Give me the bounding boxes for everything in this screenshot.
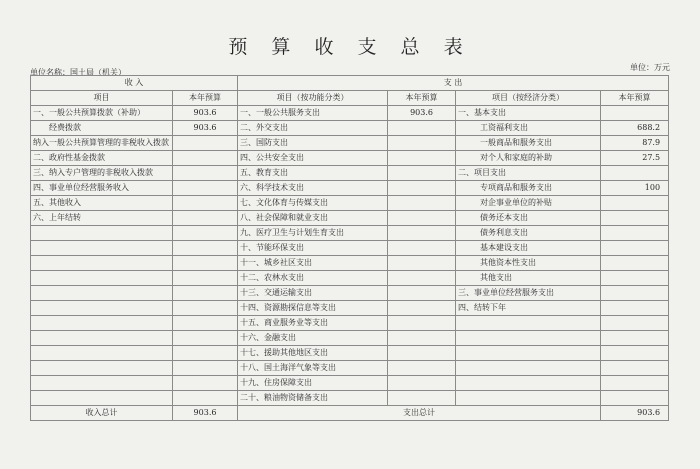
econ-item-cell: 四、结转下年	[456, 301, 601, 316]
econ-budget-cell	[601, 286, 669, 301]
income-budget-cell	[173, 226, 238, 241]
income-item-cell	[31, 286, 173, 301]
table-row	[31, 286, 669, 301]
econ-item-cell: 债务还本支出	[456, 211, 601, 226]
econ-item-cell	[456, 376, 601, 391]
table-row	[31, 226, 669, 241]
func-item-cell: 十七、援助其他地区支出	[238, 346, 388, 361]
income-budget-cell	[173, 166, 238, 181]
income-budget-cell	[173, 211, 238, 226]
col-header-item: 项目	[31, 91, 173, 106]
table-row	[31, 106, 669, 121]
table-row	[31, 301, 669, 316]
func-item-cell: 八、社会保障和就业支出	[238, 211, 388, 226]
unit-name: 单位名称：国土局（机关）	[30, 68, 126, 77]
income-budget-cell	[173, 151, 238, 166]
econ-item-cell: 三、事业单位经营服务支出	[456, 286, 601, 301]
econ-budget-cell	[601, 391, 669, 406]
econ-budget-cell	[601, 316, 669, 331]
income-item-cell	[31, 376, 173, 391]
func-budget-cell	[388, 136, 456, 151]
func-item-cell: 二十、粮油物资储备支出	[238, 391, 388, 406]
budget-table	[30, 75, 669, 421]
func-item-cell: 十八、国土海洋气象等支出	[238, 361, 388, 376]
func-budget-cell	[388, 196, 456, 211]
econ-budget-cell	[601, 271, 669, 286]
econ-budget-cell: 27.5	[601, 151, 669, 166]
income-total-value: 903.6	[173, 406, 238, 421]
econ-item-cell	[456, 316, 601, 331]
income-budget-cell	[173, 316, 238, 331]
econ-budget-cell	[601, 226, 669, 241]
econ-item-cell	[456, 391, 601, 406]
econ-budget-cell: 100	[601, 181, 669, 196]
econ-item-cell: 一、基本支出	[456, 106, 601, 121]
income-item-cell	[31, 241, 173, 256]
income-item-cell	[31, 256, 173, 271]
income-budget-cell	[173, 241, 238, 256]
table-row	[31, 316, 669, 331]
func-item-cell: 十六、金融支出	[238, 331, 388, 346]
income-budget-cell: 903.6	[173, 106, 238, 121]
income-item-cell	[31, 331, 173, 346]
totals-row	[31, 406, 669, 421]
econ-item-cell	[456, 361, 601, 376]
income-item-cell: 一、一般公共预算拨款（补助）	[31, 106, 173, 121]
func-budget-cell	[388, 241, 456, 256]
income-budget-cell	[173, 196, 238, 211]
table-row	[31, 331, 669, 346]
econ-item-cell: 对企事业单位的补贴	[456, 196, 601, 211]
income-budget-cell	[173, 391, 238, 406]
econ-item-cell	[456, 331, 601, 346]
income-budget-cell	[173, 301, 238, 316]
econ-item-cell: 二、项目支出	[456, 166, 601, 181]
income-item-cell	[31, 226, 173, 241]
func-budget-cell: 903.6	[388, 106, 456, 121]
func-budget-cell	[388, 151, 456, 166]
income-budget-cell	[173, 136, 238, 151]
func-budget-cell	[388, 166, 456, 181]
func-budget-cell	[388, 391, 456, 406]
income-item-cell: 三、纳入专户管理的非税收入拨款	[31, 166, 173, 181]
func-budget-cell	[388, 256, 456, 271]
econ-budget-cell	[601, 346, 669, 361]
income-item-cell	[31, 271, 173, 286]
table-row	[31, 391, 669, 406]
income-budget-cell	[173, 286, 238, 301]
func-budget-cell	[388, 376, 456, 391]
func-item-cell: 十二、农林水支出	[238, 271, 388, 286]
func-item-cell: 十三、交通运输支出	[238, 286, 388, 301]
income-budget-cell	[173, 376, 238, 391]
econ-budget-cell: 688.2	[601, 121, 669, 136]
econ-item-cell: 债务利息支出	[456, 226, 601, 241]
func-budget-cell	[388, 331, 456, 346]
col-header-budget: 本年预算	[601, 91, 669, 106]
income-budget-cell	[173, 346, 238, 361]
income-item-cell	[31, 301, 173, 316]
income-item-cell: 纳入一般公共预算管理的非税收入拨款	[31, 136, 173, 151]
expense-header: 支 出	[238, 76, 669, 91]
func-item-cell: 六、科学技术支出	[238, 181, 388, 196]
col-header-budget: 本年预算	[388, 91, 456, 106]
func-item-cell: 十、节能环保支出	[238, 241, 388, 256]
econ-budget-cell	[601, 166, 669, 181]
income-budget-cell	[173, 271, 238, 286]
expense-total-label: 支出总计	[238, 406, 601, 421]
page-title: 预 算 收 支 总 表	[228, 36, 472, 58]
section-header-row	[31, 76, 669, 91]
unit-label: 单位：万元	[630, 63, 670, 72]
func-budget-cell	[388, 211, 456, 226]
func-budget-cell	[388, 121, 456, 136]
func-item-cell: 一、一般公共服务支出	[238, 106, 388, 121]
income-item-cell	[31, 361, 173, 376]
econ-item-cell: 对个人和家庭的补助	[456, 151, 601, 166]
table-row	[31, 256, 669, 271]
econ-budget-cell	[601, 301, 669, 316]
income-budget-cell	[173, 361, 238, 376]
expense-total-value: 903.6	[601, 406, 669, 421]
econ-item-cell: 工资福利支出	[456, 121, 601, 136]
func-budget-cell	[388, 226, 456, 241]
table-row	[31, 151, 669, 166]
func-budget-cell	[388, 286, 456, 301]
table-row	[31, 211, 669, 226]
func-item-cell: 十一、城乡社区支出	[238, 256, 388, 271]
income-budget-cell	[173, 256, 238, 271]
table-row	[31, 376, 669, 391]
func-budget-cell	[388, 181, 456, 196]
func-item-cell: 九、医疗卫生与计划生育支出	[238, 226, 388, 241]
func-item-cell: 二、外交支出	[238, 121, 388, 136]
func-budget-cell	[388, 361, 456, 376]
income-budget-cell: 903.6	[173, 121, 238, 136]
income-item-cell: 五、其他收入	[31, 196, 173, 211]
income-item-cell: 经费拨款	[31, 121, 173, 136]
econ-item-cell: 其他支出	[456, 271, 601, 286]
func-item-cell: 三、国防支出	[238, 136, 388, 151]
econ-item-cell	[456, 346, 601, 361]
econ-budget-cell	[601, 376, 669, 391]
col-header-econ-item: 项目（按经济分类）	[456, 91, 601, 106]
econ-budget-cell	[601, 256, 669, 271]
func-item-cell: 十五、商业服务业等支出	[238, 316, 388, 331]
econ-budget-cell: 87.9	[601, 136, 669, 151]
income-item-cell: 六、上年结转	[31, 211, 173, 226]
income-item-cell	[31, 391, 173, 406]
table-row	[31, 136, 669, 151]
income-item-cell: 二、政府性基金拨款	[31, 151, 173, 166]
income-item-cell	[31, 346, 173, 361]
func-item-cell: 十四、资源勘探信息等支出	[238, 301, 388, 316]
table-row	[31, 196, 669, 211]
income-budget-cell	[173, 181, 238, 196]
table-row	[31, 346, 669, 361]
func-item-cell: 七、文化体育与传媒支出	[238, 196, 388, 211]
table-row	[31, 241, 669, 256]
econ-item-cell: 一般商品和服务支出	[456, 136, 601, 151]
income-item-cell: 四、事业单位经营服务收入	[31, 181, 173, 196]
econ-budget-cell	[601, 106, 669, 121]
econ-item-cell: 专项商品和服务支出	[456, 181, 601, 196]
econ-budget-cell	[601, 196, 669, 211]
func-item-cell: 五、教育支出	[238, 166, 388, 181]
func-item-cell: 十九、住房保障支出	[238, 376, 388, 391]
col-header-budget: 本年预算	[173, 91, 238, 106]
func-item-cell: 四、公共安全支出	[238, 151, 388, 166]
income-item-cell	[31, 316, 173, 331]
func-budget-cell	[388, 301, 456, 316]
table-row	[31, 121, 669, 136]
econ-budget-cell	[601, 361, 669, 376]
econ-item-cell: 基本建设支出	[456, 241, 601, 256]
econ-budget-cell	[601, 241, 669, 256]
income-header: 收 入	[31, 76, 238, 91]
table-row	[31, 166, 669, 181]
econ-item-cell: 其他资本性支出	[456, 256, 601, 271]
table-row	[31, 361, 669, 376]
func-budget-cell	[388, 346, 456, 361]
econ-budget-cell	[601, 331, 669, 346]
column-header-row	[31, 91, 669, 106]
table-row	[31, 271, 669, 286]
income-budget-cell	[173, 331, 238, 346]
econ-budget-cell	[601, 211, 669, 226]
func-budget-cell	[388, 316, 456, 331]
func-budget-cell	[388, 271, 456, 286]
table-row	[31, 181, 669, 196]
income-total-label: 收入总计	[31, 406, 173, 421]
col-header-func-item: 项目（按功能分类）	[238, 91, 388, 106]
